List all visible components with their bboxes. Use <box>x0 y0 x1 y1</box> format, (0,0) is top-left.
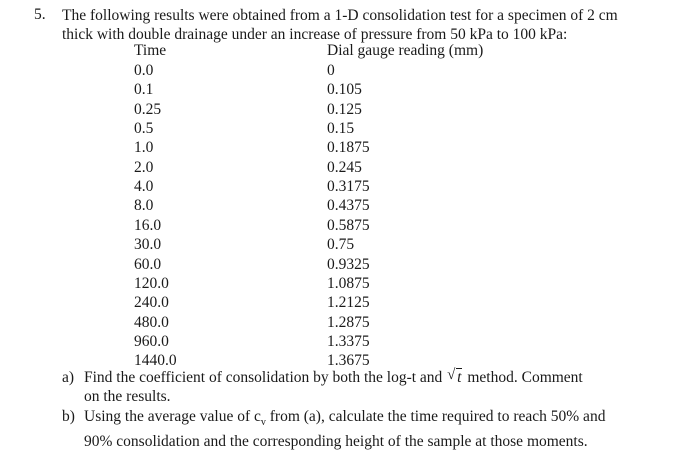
part-b-text-b: from (a), calculate the time required to reach 50% and <box>265 408 606 425</box>
sqrt-t-symbol <box>448 368 461 387</box>
part-b-line-2: 90% consolidation and the corresponding height of the sample at those moments. <box>84 433 588 451</box>
table-cell-dial: 1.3375 <box>327 332 370 350</box>
table-cell-time: 0.5 <box>134 120 154 138</box>
table-cell-time: 960.0 <box>134 332 169 350</box>
table-cell-time: 30.0 <box>134 236 162 254</box>
part-b-line-1 <box>84 407 684 432</box>
table-cell-time: 1440.0 <box>134 352 177 370</box>
table-cell-dial: 0.9325 <box>327 255 370 273</box>
table-cell-time: 2.0 <box>134 158 154 176</box>
table-cell-dial: 0.75 <box>327 236 355 254</box>
table-cell-dial: 0.105 <box>327 81 362 99</box>
part-a-text <box>84 368 684 406</box>
table-cell-dial: 0 <box>327 62 335 79</box>
table-cell-time: 8.0 <box>134 197 154 215</box>
table-cell-time: 480.0 <box>134 313 169 331</box>
table-cell-dial: 0.245 <box>327 158 362 176</box>
table-cell-time: 240.0 <box>134 294 169 312</box>
table-cell-dial: 0.125 <box>327 100 362 118</box>
table-cell-dial: 0.15 <box>327 120 355 138</box>
sqrt-variable: t <box>457 369 462 386</box>
table-cell-time: 0.25 <box>134 100 162 118</box>
cv-subscript: v <box>260 417 266 429</box>
part-b-text-a: Using the average value of c <box>84 408 261 425</box>
table-cell-dial: 1.2125 <box>327 294 370 312</box>
question-number: 5. <box>34 6 46 23</box>
table-header-dial: Dial gauge reading (mm) <box>327 42 484 59</box>
part-a-text-after: method. Comment <box>467 369 583 386</box>
table-cell-dial: 0.5875 <box>327 216 370 234</box>
part-a-line-1 <box>84 368 684 387</box>
table-cell-dial: 1.0875 <box>327 274 370 292</box>
part-b-text <box>84 407 684 451</box>
table-cell-time: 1.0 <box>134 139 154 157</box>
table-cell-time: 60.0 <box>134 255 162 273</box>
table-cell-dial: 1.3675 <box>327 352 370 370</box>
part-a-line-2: on the results. <box>84 388 171 405</box>
table-cell-dial: 1.2875 <box>327 313 370 331</box>
table-cell-time: 0.1 <box>134 81 154 99</box>
intro-line-2: thick with double drainage under an increase of pressure from 50 kPa to 100 kPa: <box>62 26 568 43</box>
table-cell-dial: 0.4375 <box>327 197 370 215</box>
intro-line-1: The following results were obtained from a 1-D consolidation test for a specimen of 2 cm <box>62 7 618 24</box>
table-cell-dial: 0.1875 <box>327 139 370 157</box>
table-cell-time: 0.0 <box>134 62 154 79</box>
table-cell-dial: 0.3175 <box>327 178 370 196</box>
table-cell-time: 4.0 <box>134 178 154 196</box>
part-b-label: b) <box>62 408 75 425</box>
part-a-text-before: Find the coefficient of consolidation by both the log-t and <box>84 369 443 386</box>
table-cell-time: 120.0 <box>134 274 169 292</box>
question-intro <box>62 6 687 44</box>
table-header-time: Time <box>134 42 167 59</box>
part-a-label: a) <box>62 369 75 386</box>
table-cell-time: 16.0 <box>134 216 162 234</box>
